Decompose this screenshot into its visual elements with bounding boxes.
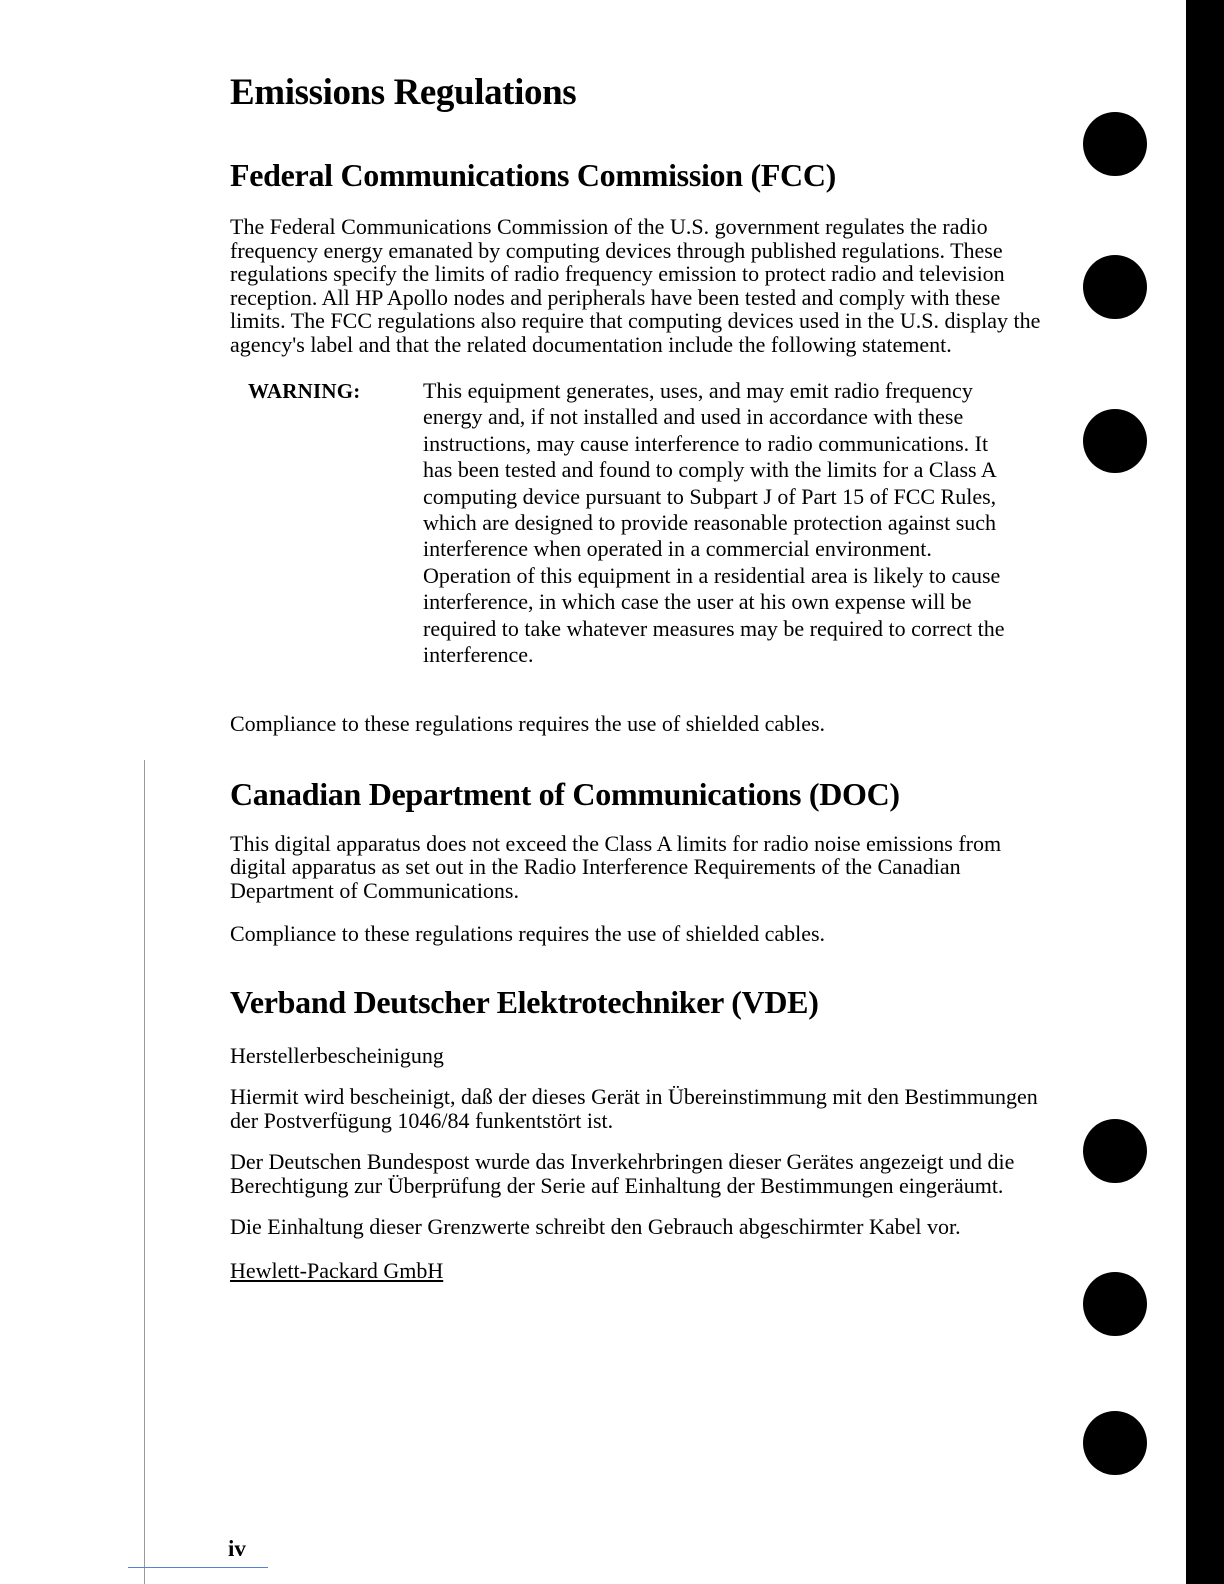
- fcc-intro: The Federal Communications Commission of the U.S. government regulates the radio frequency energy emanated by computing devices through published regulations. These regulations specify the limits of radio frequency emission to protect radio and television reception. All HP Apollo nodes and peripherals have been tested and comply with these limits. The FCC regulations also require that computing devices used in the U.S. display the agency's label and that the related documentation include the following statement.: [230, 214, 1041, 357]
- margin-line: [144, 760, 145, 1584]
- fcc-heading: Federal Communications Commission (FCC): [230, 157, 837, 193]
- binder-hole: [1083, 409, 1147, 473]
- vde-paragraph-2: Der Deutschen Bundespost wurde das Inverkehrbringen dieser Gerätes angezeigt und die Berechtigung zur Überprüfung der Serie auf Einhaltung der Bestimmungen eingeräumt.: [230, 1149, 1015, 1198]
- binder-hole: [1083, 1411, 1147, 1475]
- binder-hole: [1083, 255, 1147, 319]
- page-content: [230, 64, 1060, 1282]
- vde-heading: Verband Deutscher Elektrotechniker (VDE): [230, 983, 819, 1020]
- vde-signature: Hewlett-Packard GmbH: [230, 1257, 444, 1283]
- scan-edge-bar: [1186, 0, 1224, 1584]
- vde-paragraph-1: Hiermit wird bescheinigt, daß der dieses Gerät in Übereinstimmung mit den Bestimmungen der Postverfügung 1046/84 funkentstört ist.: [230, 1084, 1038, 1133]
- page-number: iv: [228, 1536, 246, 1561]
- binder-hole: [1083, 1119, 1147, 1183]
- warning-text: This equipment generates, uses, and may emit radio frequency energy and, if not installed and used in accordance with these instructions, may cause interference to radio communications. It has been tested and found to comply with the limits for a Class A computing device pursuant to Subpart J of Part 15 of FCC Rules, which are designed to provide reasonable protection against such interference when operated in a commercial environment. Operation of this equipment in a residential area is likely to cause interference, in which case the user at his own expense will be required to take whatever measures may be required to correct the interference.: [423, 378, 1005, 668]
- page-title: Emissions Regulations: [230, 72, 577, 113]
- warning-label: WARNING:: [248, 379, 361, 403]
- doc-body: This digital apparatus does not exceed the Class A limits for radio noise emissions from digital apparatus as set out in the Radio Interference Requirements of the Canadian Department of Communications.: [230, 830, 1002, 903]
- fcc-compliance: Compliance to these regulations requires the use of shielded cables.: [230, 711, 826, 737]
- binder-hole: [1083, 1272, 1147, 1336]
- doc-compliance: Compliance to these regulations requires the use of shielded cables.: [230, 921, 826, 947]
- binder-hole: [1083, 112, 1147, 176]
- warning-block: [248, 378, 1060, 668]
- vde-paragraph-3: Die Einhaltung dieser Grenzwerte schreibt den Gebrauch abgeschirmter Kabel vor.: [230, 1214, 961, 1240]
- doc-heading: Canadian Department of Communications (DOC): [230, 775, 900, 812]
- vde-subheading: Herstellerbescheinigung: [230, 1042, 444, 1068]
- bottom-rule: [128, 1567, 268, 1568]
